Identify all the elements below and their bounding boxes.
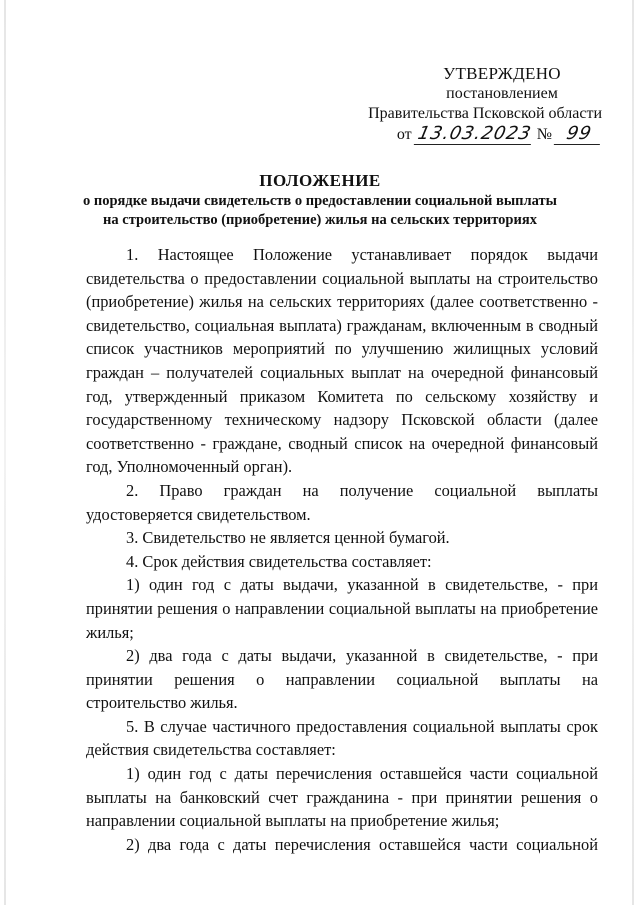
scan-edge-right [632,0,634,905]
date-prefix: от [396,126,412,143]
paragraph-1: 1. Настоящее Положение устанавливает порядок выдачи свидетельства о предоставлении социальной выплаты на строительство (приобретение) жилья на сельских территориях (далее соответственно - свидетельство, социальная выплата) гражданам, включенным в сводный список участников мероприятий по улучшению жилищных условий граждан – получателей социальных выплат на очередной финансовый год, утвержденный приказом Комитета по сельскому хозяйству и государственному техническому надзору Псковской области (далее соответственно - граждане, сводный список на очередной финансовый год, Уполномоченный орган). [86,245,603,477]
government-label: Правительства Псковской области [368,105,602,122]
paragraph-5-item-2: 2) два года с даты перечисления оставшейся части социальной [126,834,598,854]
scan-edge-left [4,0,6,905]
document-heading: ПОЛОЖЕНИЕ [259,171,381,190]
paragraph-4-item-2: 2) два года с даты выдачи, указанной в свидетельстве, - при принятии решения о направлении социальной выплаты на строительство жилья. [86,646,598,713]
paragraph-2: 2. Право граждан на получение социальной выплаты удостоверяется свидетельством. [86,480,598,524]
paragraph-5: 5. В случае частичного предоставления социальной выплаты срок действия свидетельства составляет: [86,716,598,760]
paragraph-4-item-1: 1) один год с даты выдачи, указанной в свидетельстве, - при принятии решения о направлении социальной выплаты на приобретение жилья; [86,575,598,642]
handwritten-date: 13.03.2023 [413,124,535,145]
decree-date-line [362,124,602,145]
paragraph-5-item-1: 1) один год с даты перечисления оставшейся части социальной выплаты на банковский счет гражданина - при принятии решения о направлении социальной выплаты на приобретение жилья; [86,764,598,831]
approved-label: УТВЕРЖДЕНО [443,64,561,83]
number-prefix: № [536,126,552,143]
handwritten-number: 99 [554,124,604,145]
paragraph-4: 4. Срок действия свидетельства составляет: [126,551,432,571]
by-decree-label: постановлением [446,85,558,102]
paragraph-3: 3. Свидетельство не является ценной бумагой. [126,528,450,548]
document-subtitle-line2: на строительство (приобретение) жилья на сельских территориях [103,212,537,228]
document-subtitle-line1: о порядке выдачи свидетельств о предоставлении социальной выплаты [83,193,557,209]
document-title-block [40,170,600,230]
document-body [86,243,603,856]
approval-stamp-block [362,64,602,145]
